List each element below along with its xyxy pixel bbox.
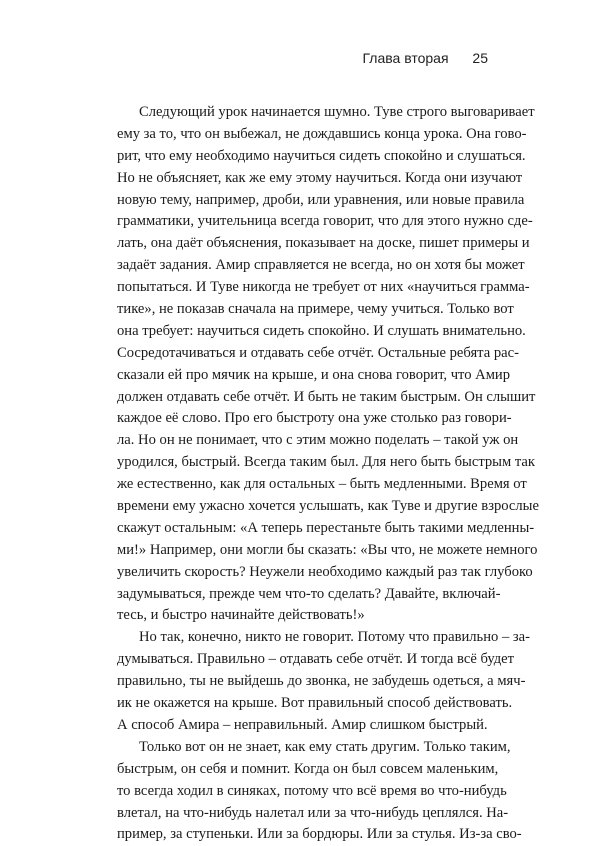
text-line: Следующий урок начинается шумно. Туве строго выговаривает <box>139 104 535 120</box>
text-line: то всегда ходил в синяках, потому что всё время во что-нибудь <box>117 782 507 799</box>
text-line: задумываться, прежде чем что-то сделать? Давайте, включай- <box>117 585 501 602</box>
text-line: задаёт задания. Амир справляется не всегда, но он хотя бы может <box>117 257 525 274</box>
paragraph <box>117 737 522 846</box>
page-number: 25 <box>472 50 488 66</box>
text-line: уродился, быстрый. Всегда таким был. Для него быть быстрым так <box>117 454 535 471</box>
text-line: Но так, конечно, никто не говорит. Потому что правильно – за- <box>139 629 531 646</box>
text-line: лать, она даёт объяснения, показывает на доске, пишет примеры и <box>117 235 530 252</box>
text-line: думываться. Правильно – отдавать себе отчёт. И тогда всё будет <box>117 651 514 668</box>
body-text <box>117 102 539 846</box>
text-line: тесь, и быстро начинайте действовать!» <box>117 607 365 624</box>
text-line: тике», не показав сначала на примере, чему учиться. Только вот <box>117 301 514 318</box>
text-line: правильно, ты не выйдешь до звонка, не забудешь одеться, а мяч- <box>117 673 526 690</box>
text-line: Но не объясняет, как же ему этому научиться. Когда они изучают <box>117 169 523 186</box>
text-line: Только вот он не знает, как ему стать другим. Только таким, <box>139 738 511 755</box>
text-line: ла. Но он не понимает, что с этим можно поделать – такой уж он <box>117 432 519 449</box>
text-line: сказали ей про мячик на крыше, и она снова говорит, что Амир <box>117 366 511 383</box>
text-line: должен отдавать себе отчёт. И быть не таким быстрым. Он слышит <box>117 388 536 405</box>
text-line: же естественно, как для остальных – быть медленными. Время от <box>117 476 527 493</box>
text-line: времени ему ужасно хочется услышать, как Туве и другие взрослые <box>117 498 539 515</box>
text-line: каждое её слово. Про его быстроту она уже столько раз говори- <box>117 410 512 427</box>
paragraph <box>117 627 531 736</box>
text-line: ик не окажется на крыше. Вот правильный способ действовать. <box>117 695 513 712</box>
paragraph <box>117 102 539 627</box>
text-line: пример, за ступеньки. Или за бордюры. Или за стулья. Из-за сво- <box>117 826 522 843</box>
text-line: рит, что ему необходимо научиться сидеть спокойно и слушаться. <box>117 147 526 164</box>
text-line: влетал, на что-нибудь налетал или за что-нибудь цеплялся. На- <box>117 804 509 821</box>
text-line: скажут остальным: «А теперь перестаньте быть такими медленны- <box>117 519 535 536</box>
chapter-title: Глава вторая <box>362 50 449 66</box>
text-line: попытаться. И Туве никогда не требует от них «научиться грамма- <box>117 279 530 296</box>
text-line: быстрым, он себя и помнит. Когда он был совсем маленьким, <box>117 760 499 777</box>
text-line: грамматики, учительница всегда говорит, что для этого нужно сде- <box>117 213 533 230</box>
text-line: А способ Амира – неправильный. Амир слишком быстрый. <box>117 716 488 733</box>
text-line: увеличить скорость? Неужели необходимо каждый раз так глубоко <box>117 563 533 580</box>
text-line: ми!» Например, они могли бы сказать: «Вы что, не можете немного <box>117 541 538 558</box>
text-line: она требует: научиться сидеть спокойно. И слушать внимательно. <box>117 322 526 339</box>
running-header <box>363 50 489 66</box>
text-line: ему за то, что он выбежал, не дождавшись конца урока. Она гово- <box>117 125 527 142</box>
text-line: новую тему, например, дроби, или уравнения, или новые правила <box>117 191 525 208</box>
text-line: Сосредотачиваться и отдавать себе отчёт. Остальные ребята рас- <box>117 344 519 361</box>
